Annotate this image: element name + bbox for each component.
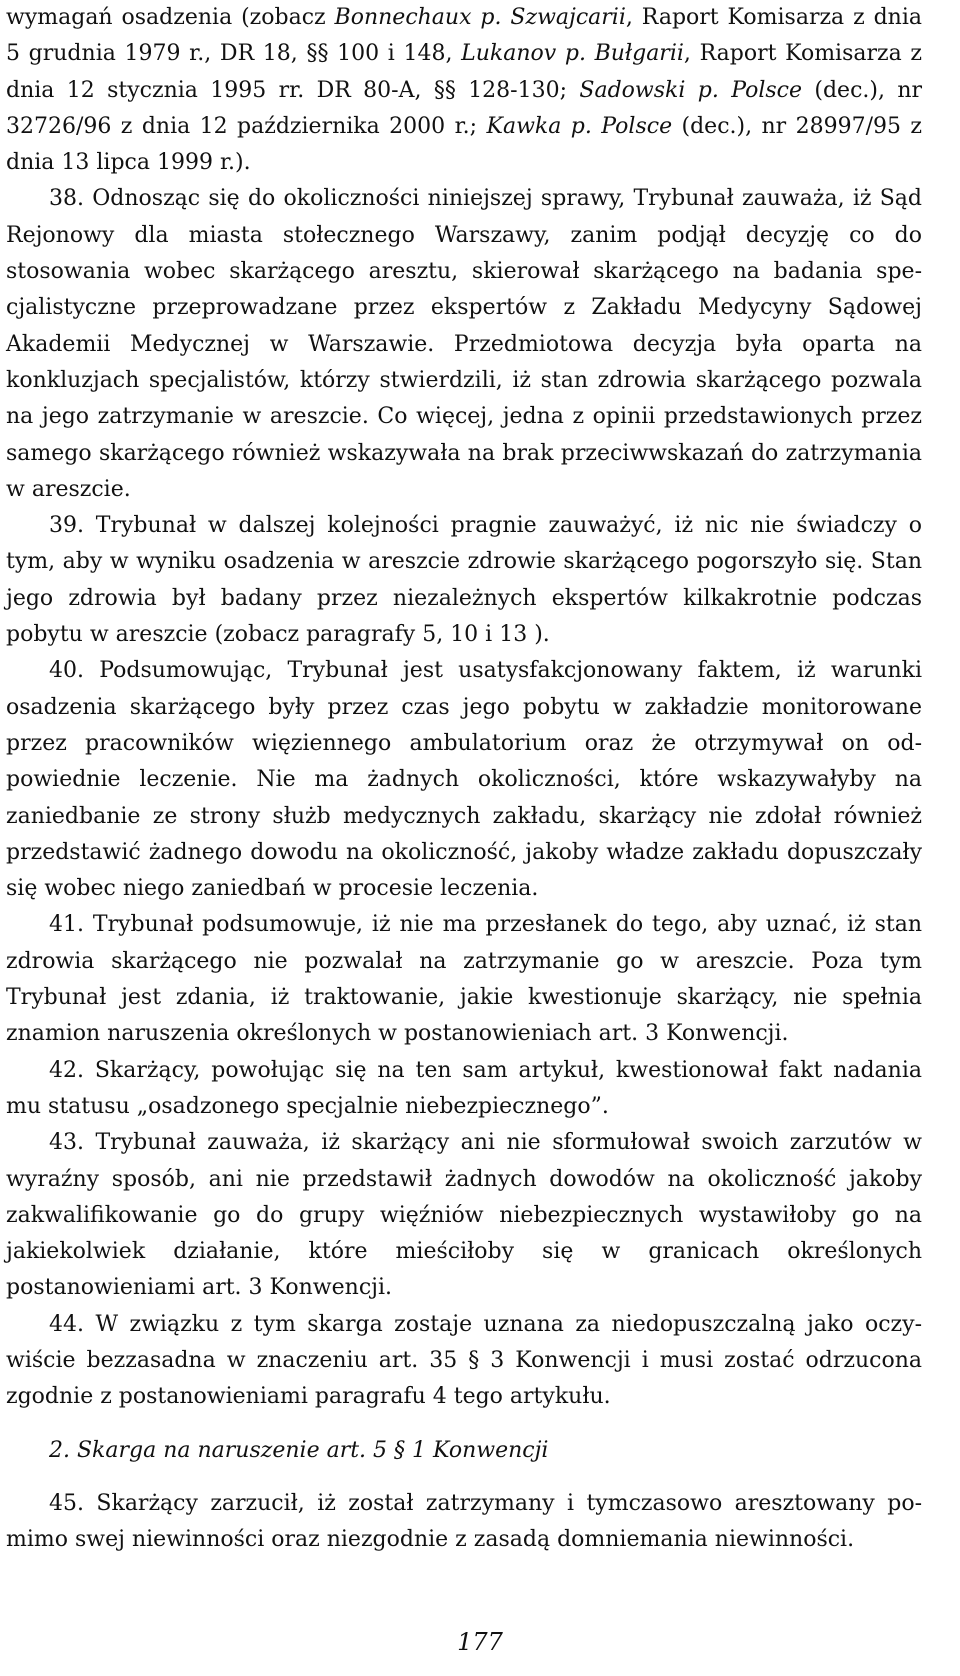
italic-text: Lukanov p. Bułgarii: [461, 41, 684, 67]
text-run: 44. W związku z tym skarga zostaje uznana za niedopuszczalną jako oczywiście bezzasadna w znaczeniu art. 35 § 3 Konwencji i musi zostać odrzucona zgodnie z postanowieniami paragrafu 4 tego artykułu.: [6, 1311, 922, 1410]
text-run: (dec.), nr 28997/95 z dnia 13 lipca 1999 r.).: [6, 113, 923, 176]
document-body: [6, 0, 922, 1558]
paragraph-p44: [6, 1307, 922, 1416]
italic-text: Sadowski p. Polsce: [579, 77, 803, 103]
text-run: 45. Skarżący zarzucił, iż został zatrzymany i tymczasowo aresztowany pomimo swej niewinności oraz niezgodnie z zasadą domniemania niewinności.: [6, 1490, 922, 1553]
text-run: , Raport Komisarza z dnia 5 grudnia 1979 r., DR 18, §§ 100 i 148,: [6, 5, 922, 67]
paragraph-p40: [6, 653, 922, 907]
page-number: 177: [457, 1628, 503, 1656]
italic-text: Bonnechaux p. Szwajcarii: [334, 5, 626, 30]
text-run: , Raport Komisarza z dnia 12 stycznia 1995 rr. DR 80-A, §§ 128-130;: [6, 41, 922, 103]
text-run: 40. Podsumowując, Trybunał jest usatysfakcjonowany faktem, iż warunki osadzenia skarżącego były przez czas jego pobytu w zakładzie monitorowane przez pracowników więziennego ambulatorium oraz że otrzymywał on odpowiednie leczenie. Nie ma żadnych okoliczności, które wskazywałyby na zaniedbanie ze strony służb medycznych zakładu, skarżący nie zdołał również przedstawić żadnego dowodu na okoliczność, jakoby władze zakładu dopuszczały się wobec niego zaniedbań w procesie leczenia.: [6, 658, 922, 902]
section-heading: [6, 1433, 922, 1469]
paragraph-p45: [6, 1486, 922, 1559]
paragraph-p38: [6, 181, 922, 508]
italic-text: 2. Skarga na naruszenie art. 5 § 1 Konwencji: [49, 1437, 549, 1463]
paragraph-p39: [6, 508, 922, 653]
text-run: (dec.), nr 32726/96 z dnia 12 października 2000 r.;: [6, 77, 923, 139]
text-run: 42. Skarżący, powołując się na ten sam artykuł, kwestionował fakt nadania mu statusu „osadzonego specjalnie niebezpiecznego”.: [6, 1057, 922, 1119]
italic-text: Kawka p. Polsce: [486, 113, 673, 139]
paragraph-p42: [6, 1053, 922, 1126]
text-run: 38. Odnosząc się do okoliczności niniejszej sprawy, Trybunał zauważa, iż Sąd Rejonowy dla miasta stołecznego Warszawy, zanim podjął decyzję co do stosowania wobec skarżącego aresztu, skierował skarżącego na badania specjalistyczne przeprowadzane przez ekspertów z Zakładu Medycyny Sądowej Akademii Medycznej w Warszawie. Przedmiotowa decyzja była oparta na konkluzjach specjalistów, którzy stwierdzili, iż stan zdrowia skarżącego pozwala na jego zatrzymanie w areszcie. Co więcej, jedna z opinii przedstawionych przez samego skarżącego również wskazywała na brak przeciwwskazań do zatrzymania w areszcie.: [6, 186, 922, 502]
paragraph-cont: [6, 0, 922, 181]
text-run: 41. Trybunał podsumowuje, iż nie ma przesłanek do tego, aby uznać, iż stan zdrowia skarżącego nie pozwalał na zatrzymanie go w areszcie. Poza tym Trybunał jest zdania, iż traktowanie, jakie kwestionuje skarżący, nie spełnia znamion naruszenia określonych w postanowieniach art. 3 Konwencji.: [6, 912, 922, 1047]
text-run: wymagań osadzenia (zobacz: [6, 5, 335, 30]
text-run: 43. Trybunał zauważa, iż skarżący ani nie sformułował swoich zarzutów w wyraźny sposób, ani nie przedstawił żadnych dowodów na okoliczność jakoby zakwalifikowanie go do grupy więźniów niebezpiecznych wystawiłoby go na jakiekolwiek działanie, które mieściłoby się w granicach określonych postanowieniami art. 3 Konwencji.: [6, 1130, 922, 1301]
paragraph-p41: [6, 907, 922, 1052]
text-run: 39. Trybunał w dalszej kolejności pragnie zauważyć, iż nic nie świadczy o tym, aby w wyniku osadzenia w areszcie zdrowie skarżącego pogorszyło się. Stan jego zdrowia był badany przez niezależnych ekspertów kilkakrotnie podczas pobytu w areszcie (zobacz paragrafy 5, 10 i 13 ).: [6, 513, 922, 648]
paragraph-p43: [6, 1125, 922, 1306]
